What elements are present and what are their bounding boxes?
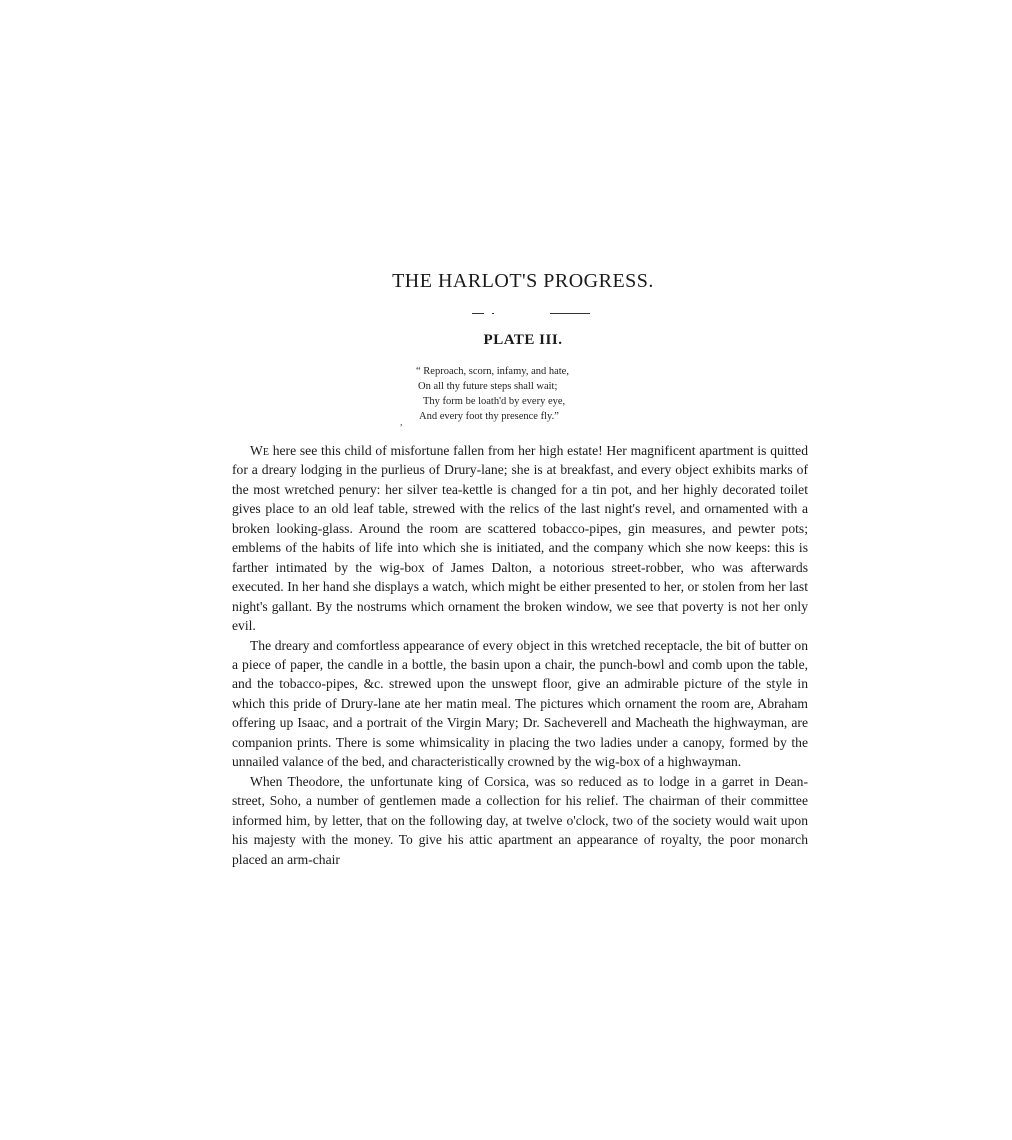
paragraph-1 (232, 441, 808, 636)
epigraph-line-3: Thy form be loath'd by every eye, (423, 396, 566, 407)
paragraph-text: When Theodore, the unfortunate king of Corsica, was so reduced as to lodge in a garret in Dean-street, Soho, a number of gentlemen made a collection for his relief. The chairman of their committee informed him, by letter, that on the following day, at twelve o'clock, two of the society would wait upon his majesty with the money. To give his attic apartment an appearance of royalty, the poor monarch placed an arm-chair (232, 773, 808, 867)
body-text (232, 441, 808, 869)
epigraph-line-2: On all thy future steps shall wait; (418, 381, 558, 392)
title-rule-dot (492, 313, 494, 314)
title-rule-right (550, 313, 590, 314)
paragraph-3 (232, 772, 808, 869)
paragraph-text: here see this child of misfortune fallen from her high estate! Her magnificent apartment is quitted for a dreary lodging in the purlieus of Drury-lane; she is at breakfast, and every object exhibits marks of the most wretched penury: her silver tea-kettle is changed for a tin pot, and her highly decorated toilet gives place to an old leaf table, strewed with the relics of the last night's revel, and ornamented with a broken looking-glass. Around the room are scattered tobacco-pipes, gin measures, and pewter pots; emblems of the habits of life into which she is initiated, and the company which she now keeps: this is farther intimated by the wig-box of James Dalton, a notorious street-robber, who was afterwards executed. In her hand she displays a watch, which might be either presented to her, or stolen from her last night's gallant. By the nostrums which ornament the broken window, we see that poverty is not her only evil. (232, 443, 808, 634)
epigraph (410, 364, 569, 424)
epigraph-line-1: “ Reproach, scorn, infamy, and hate, (416, 366, 569, 377)
plate-heading: PLATE III. (483, 332, 563, 348)
paragraph-lead: We (250, 443, 269, 458)
epigraph-line-4: And every foot thy presence fly.” (419, 411, 559, 422)
stray-mark: , (400, 417, 403, 428)
title-rule-left (472, 313, 484, 314)
paragraph-2 (232, 636, 808, 772)
paragraph-text: The dreary and comfortless appearance of every object in this wretched receptacle, the bit of butter on a piece of paper, the candle in a bottle, the basin upon a chair, the punch-bowl and comb upon the table, and the tobacco-pipes, &c. strewed upon the unswept floor, give an admirable picture of the style in which this pride of Drury-lane ate her matin meal. The pictures which ornament the room are, Abraham offering up Isaac, and a portrait of the Virgin Mary; Dr. Sacheverell and Macheath the highwayman, are companion prints. There is some whimsicality in placing the two ladies under a canopy, formed by the unnailed valance of the bed, and characteristically crowned by the wig-box of a highwayman. (232, 637, 808, 770)
page-title: THE HARLOT'S PROGRESS. (392, 270, 654, 292)
